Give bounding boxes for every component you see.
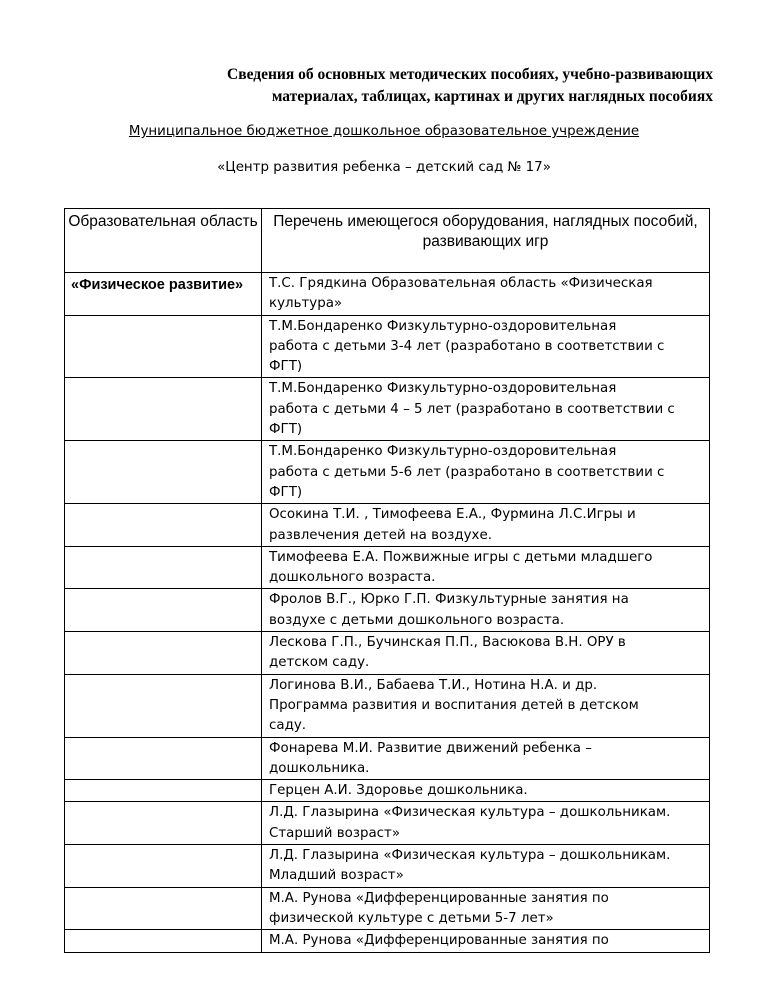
resource-item-line: Лескова Г.П., Бучинская П.П., Васюкова В.Н. ОРУ в bbox=[269, 635, 626, 651]
resource-item-line: Старший возраст» bbox=[269, 825, 401, 841]
table-row bbox=[65, 737, 710, 780]
resource-item bbox=[262, 315, 710, 378]
organization-subtitle: «Центр развития ребенка – детский сад № 17» bbox=[217, 160, 551, 175]
resource-item-line: работа с детьми 5-6 лет (разработано в соответствии с bbox=[269, 464, 665, 480]
resource-item bbox=[262, 780, 710, 802]
area-empty-cell bbox=[65, 780, 262, 802]
document-title bbox=[60, 64, 713, 108]
area-empty-cell bbox=[65, 441, 262, 504]
table-row bbox=[65, 674, 710, 737]
table-row bbox=[65, 589, 710, 632]
resource-item-line: развлечения детей на воздухе. bbox=[269, 527, 492, 543]
resource-item-line: Фролов В.Г., Юрко Г.П. Физкультурные занятия на bbox=[269, 592, 629, 608]
area-empty-cell bbox=[65, 546, 262, 589]
resource-item bbox=[262, 632, 710, 675]
table-row bbox=[65, 802, 710, 845]
table-header-row bbox=[65, 209, 710, 273]
area-name-cell: «Физическое развитие» bbox=[65, 273, 262, 316]
area-empty-cell bbox=[65, 674, 262, 737]
table-row bbox=[65, 273, 710, 316]
resource-item bbox=[262, 589, 710, 632]
resource-item bbox=[262, 378, 710, 441]
resource-item-line: детском саду. bbox=[269, 655, 370, 671]
resource-item-line: М.А. Рунова «Дифференцированные занятия по bbox=[269, 933, 609, 949]
table-body bbox=[65, 273, 710, 953]
area-empty-cell bbox=[65, 315, 262, 378]
resource-item-line: Программа развития и воспитания детей в детском bbox=[269, 697, 639, 713]
resource-item-line: Осокина Т.И. , Тимофеева Е.А., Фурмина Л.С.Игры и bbox=[269, 507, 636, 523]
resource-item-line: ФГТ) bbox=[269, 359, 303, 375]
resources-table bbox=[64, 208, 710, 953]
resource-item bbox=[262, 546, 710, 589]
area-empty-cell bbox=[65, 589, 262, 632]
resource-item bbox=[262, 845, 710, 888]
resource-item-line: работа с детьми 3-4 лет (разработано в соответствии с bbox=[269, 338, 665, 354]
header-list: Перечень имеющегося оборудования, наглядных пособий, развивающих игр bbox=[262, 209, 710, 273]
resource-item bbox=[262, 802, 710, 845]
area-empty-cell bbox=[65, 378, 262, 441]
resource-item-line: Младший возраст» bbox=[269, 868, 404, 884]
table-row bbox=[65, 632, 710, 675]
table-row bbox=[65, 930, 710, 952]
resource-item-line: Т.М.Бондаренко Физкультурно-оздоровительная bbox=[269, 318, 617, 334]
header-area: Образовательная область bbox=[65, 209, 262, 273]
resource-item-line: Л.Д. Глазырина «Физическая культура – дошкольникам. bbox=[269, 805, 671, 821]
resource-item-line: Т.М.Бондаренко Физкультурно-оздоровительная bbox=[269, 444, 617, 460]
resource-item bbox=[262, 887, 710, 930]
table-row bbox=[65, 845, 710, 888]
table-row bbox=[65, 780, 710, 802]
area-empty-cell bbox=[65, 845, 262, 888]
resource-item-line: ФГТ) bbox=[269, 422, 303, 438]
resource-item-line: работа с детьми 4 – 5 лет (разработано в соответствии с bbox=[269, 401, 675, 417]
table-row bbox=[65, 378, 710, 441]
resource-item-line: культура» bbox=[269, 296, 343, 312]
resource-item bbox=[262, 930, 710, 952]
document-title-line-2: материалах, таблицах, картинах и других наглядных пособиях bbox=[271, 88, 713, 105]
table-row bbox=[65, 315, 710, 378]
area-empty-cell bbox=[65, 632, 262, 675]
resource-item bbox=[262, 441, 710, 504]
organization-name: Муниципальное бюджетное дошкольное образовательное учреждение bbox=[128, 124, 640, 139]
resource-item-line: Т.М.Бондаренко Физкультурно-оздоровительная bbox=[269, 381, 617, 397]
document-title-line-1: Сведения об основных методических пособиях, учебно-развивающих bbox=[227, 66, 713, 83]
resource-item-line: Т.С. Грядкина Образовательная область «Физическая bbox=[269, 276, 653, 291]
resource-item-line: Логинова В.И., Бабаева Т.И., Нотина Н.А. и др. bbox=[269, 677, 598, 693]
table-row bbox=[65, 546, 710, 589]
resource-item-line: физической культуре с детьми 5-7 лет» bbox=[269, 910, 554, 926]
resource-item-line: дошкольника. bbox=[269, 760, 370, 776]
resource-item-line: ФГТ) bbox=[269, 484, 303, 500]
resource-item bbox=[262, 273, 710, 316]
table-row bbox=[65, 887, 710, 930]
resource-item-line: М.А. Рунова «Дифференцированные занятия по bbox=[269, 890, 609, 906]
table-row bbox=[65, 504, 710, 547]
area-empty-cell bbox=[65, 802, 262, 845]
resource-item bbox=[262, 504, 710, 547]
area-empty-cell bbox=[65, 930, 262, 952]
resource-item-line: Фонарева М.И. Развитие движений ребенка – bbox=[269, 740, 592, 756]
resource-item-line: саду. bbox=[269, 718, 307, 734]
resource-item-line: Герцен А.И. Здоровье дошкольника. bbox=[269, 783, 528, 799]
table-row bbox=[65, 441, 710, 504]
resource-item bbox=[262, 737, 710, 780]
resource-item-line: дошкольного возраста. bbox=[269, 570, 436, 586]
resource-item-line: Л.Д. Глазырина «Физическая культура – дошкольникам. bbox=[269, 848, 671, 864]
resource-item-line: Тимофеева Е.А. Пожвижные игры с детьми младшего bbox=[269, 549, 653, 565]
area-empty-cell bbox=[65, 504, 262, 547]
area-empty-cell bbox=[65, 737, 262, 780]
resource-item bbox=[262, 674, 710, 737]
area-empty-cell bbox=[65, 887, 262, 930]
resource-item-line: воздухе с детьми дошкольного возраста. bbox=[269, 612, 565, 628]
